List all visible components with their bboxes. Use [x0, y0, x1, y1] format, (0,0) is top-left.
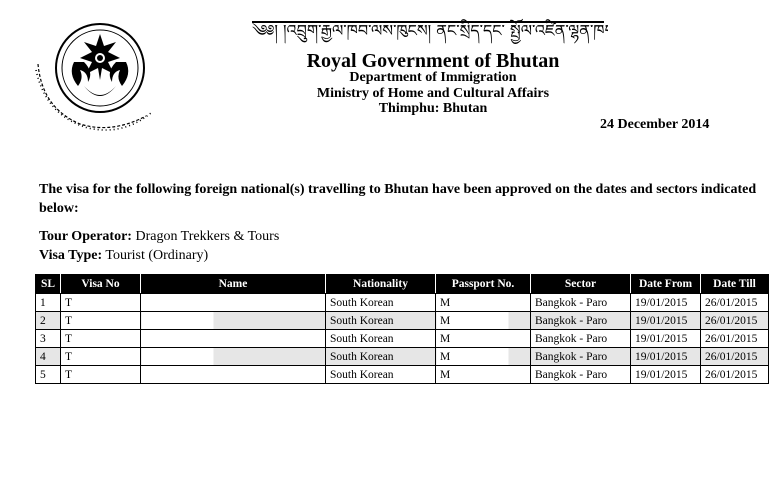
- cell-sl: 1: [36, 294, 61, 312]
- col-header-nationality: Nationality: [326, 275, 436, 294]
- table-row: [36, 294, 769, 312]
- col-header-sl: SL: [36, 275, 61, 294]
- col-header-date-till: Date Till: [701, 275, 769, 294]
- cell-visa-no: T: [61, 330, 141, 348]
- cell-sector: Bangkok - Paro: [531, 294, 631, 312]
- cell-name: [141, 294, 326, 312]
- col-header-passport: Passport No.: [436, 275, 531, 294]
- cell-sl: 3: [36, 330, 61, 348]
- cell-name: [141, 348, 326, 366]
- cell-nationality: South Korean: [326, 330, 436, 348]
- cell-passport: M: [436, 294, 531, 312]
- cell-nationality: South Korean: [326, 348, 436, 366]
- col-header-sector: Sector: [531, 275, 631, 294]
- table-row: [36, 366, 769, 384]
- document-title: Royal Government of Bhutan: [306, 50, 560, 72]
- cell-passport: M: [436, 366, 531, 384]
- cell-sl: 4: [36, 348, 61, 366]
- cell-nationality: South Korean: [326, 312, 436, 330]
- table-row: [36, 312, 769, 330]
- cell-date-till: 26/01/2015: [701, 366, 769, 384]
- table-header-row: [36, 275, 769, 294]
- intro-paragraph: The visa for the following foreign national(s) travelling to Bhutan have been approved on the dates and sectors indicated below:: [39, 182, 757, 216]
- tour-operator-label: Tour Operator:: [39, 229, 132, 244]
- cell-sl: 2: [36, 312, 61, 330]
- col-header-date-from: Date From: [631, 275, 701, 294]
- visa-type-value: Tourist (Ordinary): [105, 248, 209, 263]
- cell-sector: Bangkok - Paro: [531, 330, 631, 348]
- cell-passport: M: [436, 348, 531, 366]
- cell-date-from: 19/01/2015: [631, 312, 701, 330]
- cell-visa-no: T: [61, 312, 141, 330]
- cell-sector: Bangkok - Paro: [531, 312, 631, 330]
- cell-visa-no: T: [61, 348, 141, 366]
- cell-name: [141, 330, 326, 348]
- tibetan-header-line: [248, 12, 608, 44]
- cell-visa-no: T: [61, 294, 141, 312]
- visa-type-line: [39, 248, 208, 264]
- cell-nationality: South Korean: [326, 366, 436, 384]
- visa-approval-table: [35, 274, 769, 384]
- cell-date-from: 19/01/2015: [631, 348, 701, 366]
- cell-date-from: 19/01/2015: [631, 294, 701, 312]
- cell-date-till: 26/01/2015: [701, 294, 769, 312]
- cell-passport: M: [436, 330, 531, 348]
- tibetan-script-graphic: [248, 12, 608, 44]
- cell-date-till: 26/01/2015: [701, 330, 769, 348]
- tibetan-text: ༄༅། །འབྲུག་རྒྱལ་ཁབ་ལས་ཁུངས། ནང་སྲིད་དང་ སྤྱོལ་འཛིན་ལྷན་ཁག: [252, 21, 608, 40]
- cell-visa-no: T: [61, 366, 141, 384]
- cell-name: [141, 366, 326, 384]
- cell-sl: 5: [36, 366, 61, 384]
- col-header-visa-no: Visa No: [61, 275, 141, 294]
- tour-operator-value: Dragon Trekkers & Tours: [135, 229, 280, 244]
- cell-passport: M: [436, 312, 531, 330]
- cell-date-till: 26/01/2015: [701, 348, 769, 366]
- ministry-name: Ministry of Home and Cultural Affairs: [316, 86, 550, 101]
- royal-emblem-seal: [28, 12, 164, 140]
- cell-date-from: 19/01/2015: [631, 366, 701, 384]
- table-row: [36, 348, 769, 366]
- city-name: Thimphu: Bhutan: [378, 101, 488, 116]
- cell-date-till: 26/01/2015: [701, 312, 769, 330]
- document-date: 24 December 2014: [600, 117, 710, 132]
- cell-date-from: 19/01/2015: [631, 330, 701, 348]
- cell-sector: Bangkok - Paro: [531, 348, 631, 366]
- cell-nationality: South Korean: [326, 294, 436, 312]
- col-header-name: Name: [141, 275, 326, 294]
- department-name: Department of Immigration: [349, 70, 517, 85]
- table-row: [36, 330, 769, 348]
- tour-operator-line: [39, 229, 279, 245]
- cell-name: [141, 312, 326, 330]
- cell-sector: Bangkok - Paro: [531, 366, 631, 384]
- visa-type-label: Visa Type:: [39, 248, 103, 263]
